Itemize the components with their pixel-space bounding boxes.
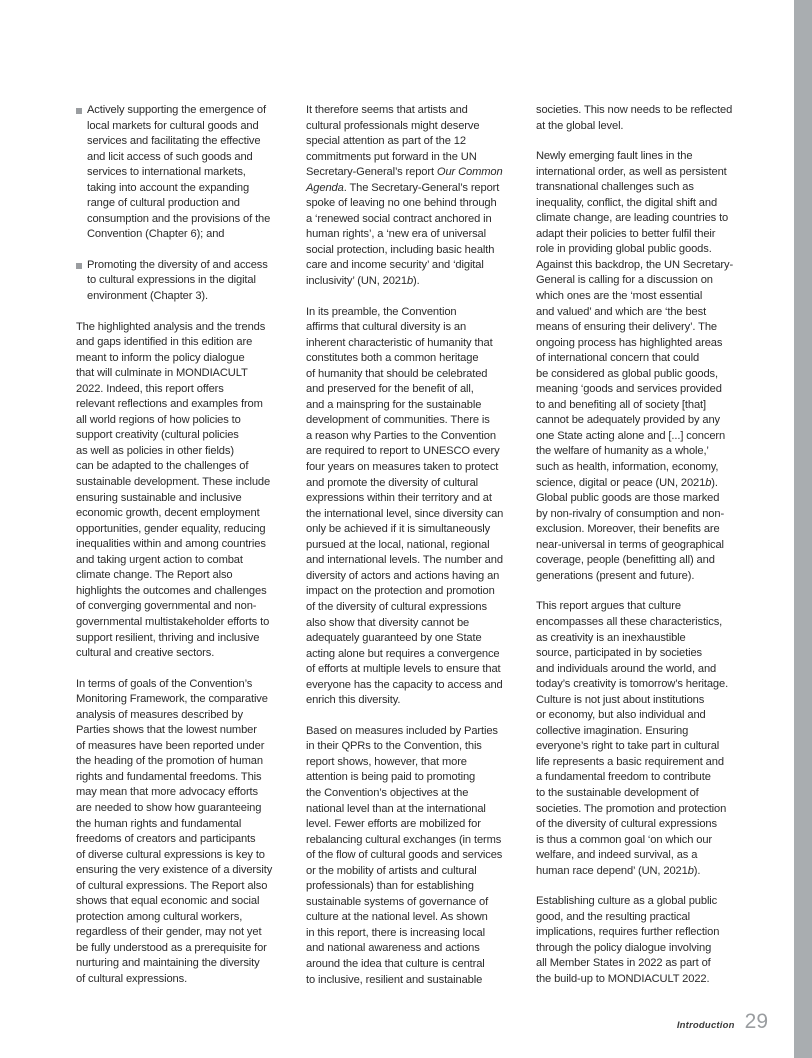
citation-suffix: b [705,476,712,489]
bullet-text: Actively supporting the emergence of local markets for cultural goods and services and facilitating the effective and licit access of such goods and services to international markets, taking into account the expanding range of cultural production and consumption and the provisions of the Convention (Chapter 6); and [87,104,271,241]
paragraph: Based on measures included by Parties in their QPRs to the Convention, this report shows, however, that more attention is being paid to promoting the Convention’s objectives at the national level than at the international level. Fewer efforts are mobilized for rebalancing cultural exchanges (in terms of the flow of cultural goods and services or the mobility of artists and cultural professionals) than for establishing sustainable systems of governance of culture at the national level. As shown in this report, there is increasing local and national awareness and actions around the idea that culture is central to inclusive, resilient and sustainable [306,724,503,986]
section-label: Introduction [676,1020,735,1031]
bullet-square-icon [76,263,82,269]
text-run: . The Secretary-General’s report spoke of leaving no one behind through a ‘renewed social contract anchored in human rights’, a ‘new era of universal social protection, including basic health care and income security’ and ‘digital inclusivity’ (UN, 2021 [306,181,500,288]
text-run: ). [693,864,701,877]
column-2 [306,103,508,1003]
column-3 [536,103,740,1003]
report-title: Our Common Agenda [306,166,503,194]
text-run: ). [413,275,420,288]
paragraph [536,599,740,879]
paragraph: In its preamble, the Convention affirms that cultural diversity is an inherent characteristic of humanity that constitutes both a common heritage of humanity that should be celebrated and preserved for the benefit of all, and a mainspring for the sustainable development of communities. There is a reason why Parties to the Convention are required to report to UNESCO every four years on measures taken to protect and promote the diversity of cultural expressions within their territory and at the international level, since diversity can only be achieved if it is simultaneously pursued at the local, national, regional and international levels. The number and diversity of actors and actions having an impact on the protection and promotion of the diversity of cultural expressions also show that diversity cannot be adequately guaranteed by one State acting alone but requires a convergence of efforts at multiple levels to ensure that everyone has the capacity to access and enrich this diversity. [306,305,504,707]
text-run: It therefore seems that artists and cultural professionals might deserve special attention as part of the 12 commitments put forward in the UN Secretary-General’s report [306,104,480,179]
column-1 [76,103,276,1003]
citation-suffix: b [687,864,694,877]
paragraph: The highlighted analysis and the trends and gaps identified in this edition are meant to inform the policy dialogue that will culminate in MONDIACULT 2022. Indeed, this report offers relevant reflections and examples from all world regions of how policies to support creativity (cultural policies as well as policies in other fields) can be adapted to the challenges of sustainable development. These include ensuring sustainable and inclusive economic growth, decent employment opportunities, gender equality, reducing inequalities within and among countries and taking urgent action to combat climate change. The Report also highlights the outcomes and challenges of converging governmental and non- governmental multistakeholder efforts to support resilient, thriving and inclusive cultural and creative sectors. [76,320,271,660]
paragraph [536,149,740,584]
text-run: Newly emerging fault lines in the international order, as well as persistent transnational challenges such as inequality, conflict, the digital shift and climate change, are leading countries to adapt their policies to better fulfil their role in providing global public goods. Against this backdrop, the UN Secretary- General is calling for a discussion on which ones are the ‘most essential and valued’ and which are ‘the best means of ensuring their delivery’. The ongoing process has highlighted areas of international concern that could be considered as global public goods, meaning ‘goods and services provided to and benefiting all of society [that] cannot be adequately provided by any one State acting alone and [...] concern the welfare of humanity as a whole,’ such as health, information, economy, science, digital or peace (UN, 2021 [536,150,734,489]
citation-suffix: b [406,275,414,288]
bullet-text: Promoting the diversity of and access to cultural expressions in the digital environment (Chapter 3). [87,258,268,303]
bullet-item [76,103,276,243]
page-footer [677,1010,768,1034]
bullet-item [76,258,276,305]
paragraph: societies. This now needs to be reflected at the global level. [536,104,733,132]
page-number: 29 [744,1010,768,1033]
bullet-square-icon [76,108,82,114]
side-edge-bar [794,0,812,1058]
text-run: ). Global public goods are those marked by non-rivalry of consumption and non- exclusion. Moreover, their benefits are near-universal in terms of geographical coverage, people (benefitting all) and generations (present and future). [536,476,725,582]
text-run: This report argues that culture encompasses all these characteristics, as creativity is an inexhaustible source, participated in by societies and individuals around the world, and today’s creativity is tomorrow’s heritage. Culture is not just about institutions or economy, but also individual and collective imagination. Ensuring everyone’s right to take part in cultural life represents a basic requirement and a fundamental freedom to contribute to the sustainable development of societies. The promotion and protection of the diversity of cultural expressions is thus a common goal ‘on which our welfare, and indeed survival, as a human race depend’ (UN, 2021 [536,600,729,877]
paragraph: In terms of goals of the Convention’s Monitoring Framework, the comparative analysis of measures described by Parties shows that the lowest number of measures have been reported under the heading of the promotion of human rights and fundamental freedoms. This may mean that more advocacy efforts are needed to show how guaranteeing the human rights and fundamental freedoms of creators and participants of diverse cultural expressions is key to ensuring the very existence of a diversity of cultural expressions. The Report also shows that equal economic and social protection among cultural workers, regardless of their gender, may not yet be fully understood as a prerequisite for nurturing and maintaining the diversity of cultural expressions. [76,677,273,985]
paragraph: Establishing culture as a global public good, and the resulting practical implications, requires further reflection through the policy dialogue involving all Member States in 2022 as part of the build-up to MONDIACULT 2022. [536,895,720,985]
paragraph [306,103,508,290]
